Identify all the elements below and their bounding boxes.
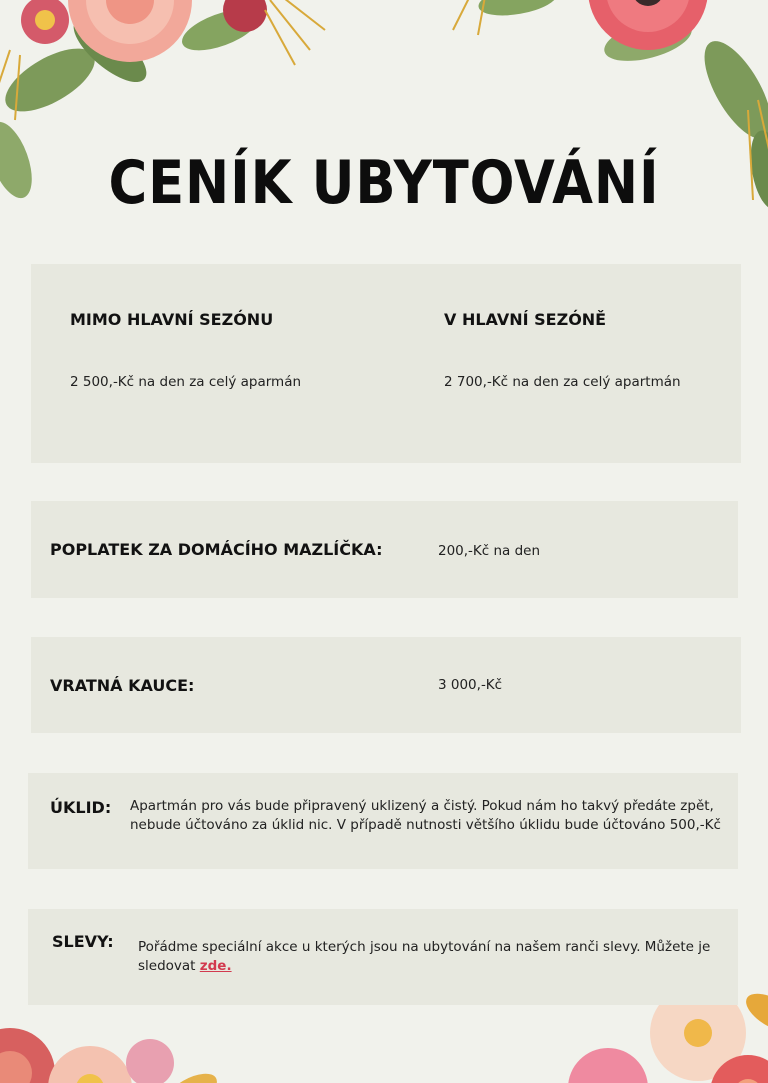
cleaning-panel xyxy=(28,773,738,869)
discounts-text-line-2 xyxy=(138,957,710,976)
floral-decoration-bottom-left xyxy=(0,993,240,1083)
pet-fee-heading: POPLATEK ZA DOMÁCÍHO MAZLÍČKA: xyxy=(50,540,383,559)
deposit-panel xyxy=(31,637,741,733)
deposit-heading: VRATNÁ KAUCE: xyxy=(50,676,195,695)
discounts-text-prefix: sledovat xyxy=(138,958,200,974)
discounts-text xyxy=(138,938,710,976)
deposit-price: 3 000,-Kč xyxy=(438,677,503,693)
discounts-heading: SLEVY: xyxy=(52,932,114,951)
cleaning-text-line-1: Apartmán pro vás bude připravený uklizený a čistý. Pokud nám ho takvý předáte zpět, xyxy=(130,798,714,814)
cleaning-text-line-2: nebude účtováno za úklid nic. V případě nutnosti většího úklidu bude účtováno 500,-Kč xyxy=(130,817,721,833)
pet-fee-price: 200,-Kč na den xyxy=(438,543,541,559)
main-season-price: 2 700,-Kč na den za celý apartmán xyxy=(444,374,681,390)
discounts-link[interactable]: zde. xyxy=(199,958,232,974)
off-season-price: 2 500,-Kč na den za celý aparmán xyxy=(70,374,302,390)
cleaning-heading: ÚKLID: xyxy=(50,798,112,817)
off-season-heading: MIMO HLAVNÍ SEZÓNU xyxy=(70,310,274,329)
page-title: CENÍK UBYTOVÁNÍ xyxy=(108,148,660,218)
seasons-panel xyxy=(31,264,741,463)
discounts-text-line-1: Pořádme speciální akce u kterých jsou na ubytování na našem ranči slevy. Můžete je xyxy=(138,939,711,955)
cleaning-text xyxy=(130,797,721,835)
pet-fee-panel xyxy=(31,501,738,598)
main-season-heading: V HLAVNÍ SEZÓNĚ xyxy=(444,310,607,329)
discounts-panel xyxy=(28,909,738,1005)
